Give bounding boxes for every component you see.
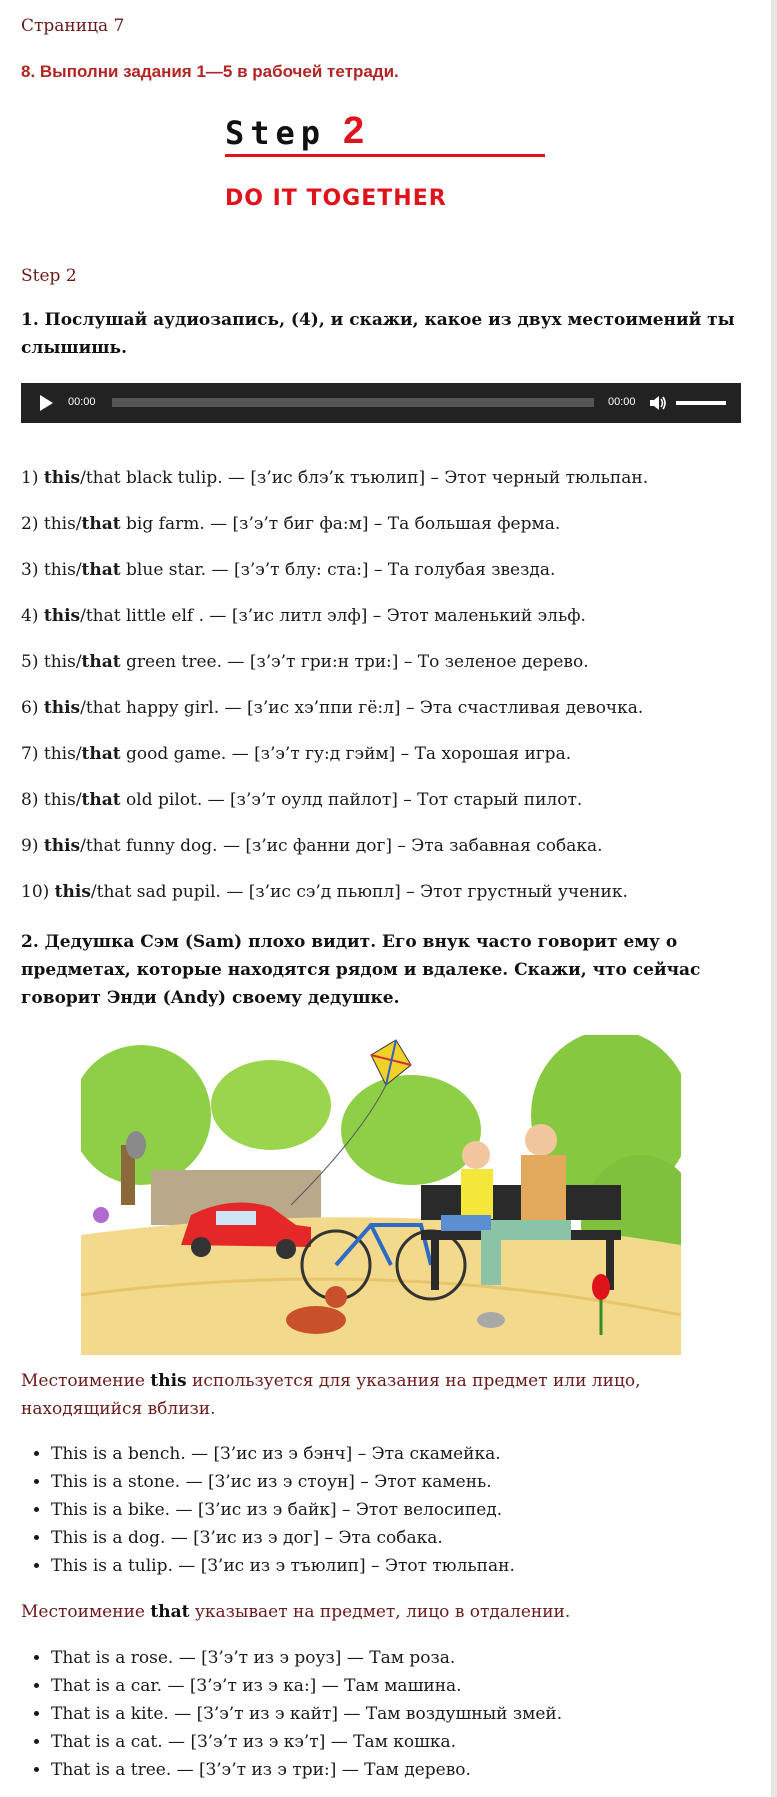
list-item: • That is a rose. — [З’э’т из э роуз] — Там роза.	[51, 1644, 562, 1672]
pair-number: 10)	[21, 882, 50, 902]
pair-text: happy girl. — [з’ис хэ’ппи гё:л] – Эта счастливая девочка.	[120, 698, 644, 718]
logo-divider	[225, 154, 545, 157]
pair-slash: /	[75, 560, 82, 580]
note-this-after: используется для указания на предмет или лицо, находящийся вблизи.	[21, 1371, 641, 1419]
task1-title: 1. Послушай аудиозапись, (4), и скажи, какое из двух местоимений ты слышишь.	[21, 310, 735, 358]
pair-slash: /	[90, 882, 97, 902]
pair-number: 1)	[21, 468, 39, 488]
pair-row	[21, 744, 571, 764]
pair-this: this	[43, 468, 81, 488]
pair-row	[21, 652, 589, 672]
pair-slash: /	[80, 836, 86, 856]
list-item: • This is a bike. — [З’ис из э байк] – Этот велосипед.	[51, 1496, 515, 1524]
pair-this: this	[43, 790, 76, 810]
pair-number: 2)	[21, 514, 39, 534]
pair-number: 6)	[21, 698, 39, 718]
pair-that: that	[85, 606, 121, 626]
note-that	[21, 1598, 741, 1626]
list-item: • This is a dog. — [З’ис из э дог] – Эта собака.	[51, 1524, 515, 1552]
pair-text: big farm. — [з’э’т биг фа:м] – Та большая ферма.	[120, 514, 561, 534]
pair-row	[21, 790, 582, 810]
list-item: • That is a kite. — [З’э’т из э кайт] — Там воздушный змей.	[51, 1700, 562, 1728]
pair-row	[21, 698, 643, 718]
pair-text: blue star. — [з’э’т блу: ста:] – Та голубая звезда.	[120, 560, 556, 580]
pair-number: 9)	[21, 836, 39, 856]
pair-row	[21, 514, 560, 534]
page-label: Страница 7	[21, 16, 125, 36]
task8-heading: 8. Выполни задания 1—5 в рабочей тетради.	[21, 62, 399, 81]
volume-slider[interactable]	[676, 401, 726, 405]
list-that	[29, 1644, 562, 1784]
note-this-word: this	[150, 1371, 187, 1391]
pair-text: sad pupil. — [з’ис сэ’д пьюпл] – Этот грустный ученик.	[131, 882, 628, 902]
pair-text: good game. — [з’э’т гу:д гэйм] – Та хорошая игра.	[120, 744, 572, 764]
pair-number: 4)	[21, 606, 39, 626]
pair-this: this	[43, 514, 76, 534]
step-logo	[223, 110, 553, 220]
list-item: • This is a tulip. — [З’ис из э тъюлип] – Этот тюльпан.	[51, 1552, 515, 1580]
pair-text: little elf . — [з’ис литл элф] – Этот маленький эльф.	[120, 606, 586, 626]
list-item: • That is a car. — [З’э’т из э ка:] — Там машина.	[51, 1672, 562, 1700]
pair-this: this	[43, 698, 81, 718]
audio-time-current: 00:00	[68, 396, 96, 408]
list-item: • This is a stone. — [З’ис из э стоун] – Этот камень.	[51, 1468, 515, 1496]
pair-that: that	[81, 560, 121, 580]
pair-text: old pilot. — [з’э’т оулд пайлот] – Тот старый пилот.	[120, 790, 583, 810]
pair-number: 5)	[21, 652, 39, 672]
page-scrollbar[interactable]	[771, 0, 777, 1797]
pair-row	[21, 468, 648, 488]
list-this	[29, 1440, 515, 1580]
note-that-before: Местоимение	[21, 1602, 151, 1622]
pair-that: that	[81, 744, 121, 764]
pair-number: 7)	[21, 744, 39, 764]
pair-slash: /	[75, 790, 82, 810]
audio-time-total: 00:00	[608, 396, 636, 408]
pair-row	[21, 836, 603, 856]
pair-slash: /	[80, 606, 86, 626]
pair-row	[21, 560, 555, 580]
pair-text: black tulip. — [з’ис блэ’к тъюлип] – Этот черный тюльпан.	[120, 468, 649, 488]
pair-that: that	[96, 882, 132, 902]
pair-slash: /	[80, 468, 86, 488]
logo-subtitle: DO IT TOGETHER	[225, 186, 447, 211]
pair-row	[21, 882, 628, 902]
list-item: • That is a tree. — [З’э’т из э три:] — Там дерево.	[51, 1756, 562, 1784]
list-item: • This is a bench. — [З’ис из э бэнч] – Эта скамейка.	[51, 1440, 515, 1468]
pair-this: this	[54, 882, 91, 902]
note-that-after: указывает на предмет, лицо в отдалении.	[189, 1602, 571, 1622]
pair-this: this	[43, 606, 81, 626]
pair-text: funny dog. — [з’ис фанни дог] – Эта забавная собака.	[120, 836, 603, 856]
note-this	[21, 1367, 741, 1423]
step-heading: Step 2	[21, 266, 77, 286]
park-illustration	[81, 1035, 681, 1355]
pair-that: that	[85, 698, 121, 718]
pair-that: that	[81, 652, 121, 672]
pair-that: that	[85, 468, 121, 488]
task2-title: 2. Дедушка Сэм (Sam) плохо видит. Его внук часто говорит ему о предметах, которые находятся рядом и вдалеке. Скажи, что сейчас говорит Энди (Andy) своему дедушке.	[21, 932, 701, 1008]
volume-icon[interactable]	[649, 394, 667, 412]
note-that-word: that	[150, 1602, 190, 1622]
logo-step-number: 2	[343, 110, 365, 152]
pair-slash: /	[75, 652, 82, 672]
pair-that: that	[85, 836, 121, 856]
pair-slash: /	[75, 744, 82, 764]
pair-that: that	[81, 514, 121, 534]
logo-step-word: Step	[225, 114, 327, 152]
pair-text: green tree. — [з’э’т гри:н три:] – То зеленое дерево.	[120, 652, 589, 672]
audio-player	[21, 383, 741, 423]
pair-number: 3)	[21, 560, 39, 580]
pair-this: this	[43, 652, 76, 672]
pair-this: this	[43, 744, 76, 764]
pair-number: 8)	[21, 790, 39, 810]
pair-that: that	[81, 790, 121, 810]
audio-progress-rail[interactable]	[112, 398, 594, 407]
pair-this: this	[43, 560, 76, 580]
list-item: • That is a cat. — [З’э’т из э кэ’т] — Там кошка.	[51, 1728, 562, 1756]
pair-this: this	[43, 836, 81, 856]
play-icon[interactable]	[40, 395, 53, 411]
pair-slash: /	[75, 514, 82, 534]
pair-row	[21, 606, 586, 626]
pair-slash: /	[80, 698, 86, 718]
note-this-before: Местоимение	[21, 1371, 151, 1391]
